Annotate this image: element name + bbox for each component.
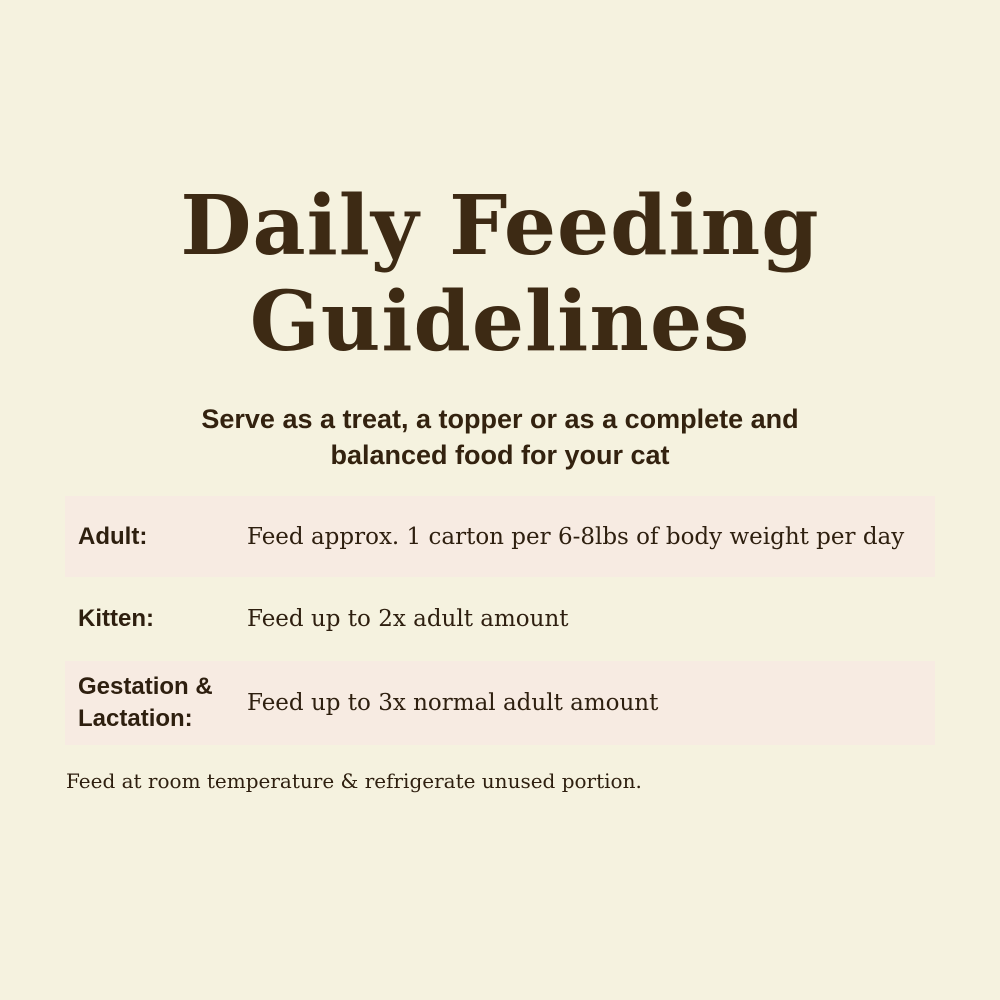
guideline-row-gestation-lactation <box>65 661 935 745</box>
row-label-adult: Adult: <box>78 522 148 550</box>
title-line-2: Guidelines <box>249 274 751 370</box>
row-label-kitten: Kitten: <box>78 605 154 632</box>
row-label-gestation-lactation <box>65 671 247 735</box>
row-label-line-1: Gestation & <box>78 673 213 700</box>
row-value-adult: Feed approx. 1 carton per 6-8lbs of body weight per day <box>247 523 905 550</box>
title-line-1: Daily Feeding <box>180 178 820 274</box>
feeding-guidelines-table <box>65 496 935 745</box>
row-label-line-2: Lactation: <box>78 705 193 732</box>
subtitle-line-2: balanced food for your cat <box>330 440 670 470</box>
row-value-gestation-lactation: Feed up to 3x normal adult amount <box>247 690 659 716</box>
page-title <box>0 178 1000 370</box>
guideline-row-adult <box>65 496 935 577</box>
guideline-row-kitten <box>65 577 935 661</box>
subtitle <box>0 401 1000 473</box>
subtitle-line-1: Serve as a treat, a topper or as a complete and <box>201 404 799 434</box>
row-value-kitten: Feed up to 2x adult amount <box>247 606 569 632</box>
footnote: Feed at room temperature & refrigerate unused portion. <box>66 769 642 793</box>
